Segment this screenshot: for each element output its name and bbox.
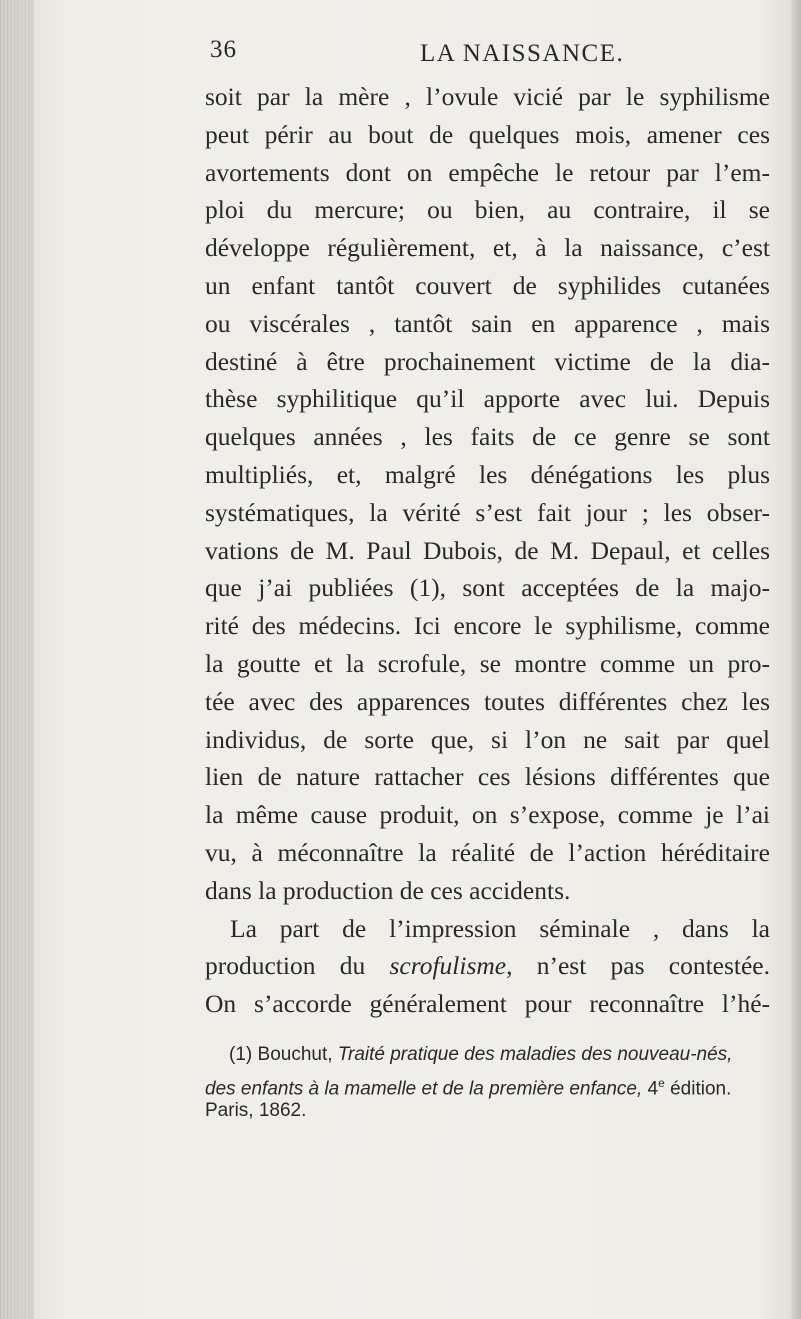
running-head: LA NAISSANCE. <box>420 40 625 67</box>
italic-term: scrofulisme <box>389 951 507 981</box>
text-line: tée avec des apparences toutes différentes chez les <box>205 686 770 716</box>
text-line: la même cause produit, on s’expose, comme je l’ai <box>205 800 770 830</box>
page-number: 36 <box>210 36 237 63</box>
text-line: vu, à méconnaître la réalité de l’action héréditaire <box>205 837 770 867</box>
text-line: que j’ai publiées (1), sont acceptées de la majo- <box>205 573 770 603</box>
text-line: développe régulièrement, et, à la naissance, c’est <box>205 233 770 263</box>
footnote-edition-sup: e <box>658 1076 665 1090</box>
text-line: individus, de sorte que, si l’on ne sait par quel <box>205 724 770 754</box>
text-line: quelques années , les faits de ce genre se sont <box>205 422 770 452</box>
text-line: thèse syphilitique qu’il apporte avec lui. Depuis <box>205 384 770 414</box>
text-line: lien de nature rattacher ces lésions différentes que <box>205 762 770 792</box>
text-line-mixed <box>205 947 770 985</box>
footnote-line <box>205 1041 770 1069</box>
footnote-line: Paris, 1862. <box>205 1100 307 1121</box>
body-text <box>205 78 770 1023</box>
text-line: multipliés, et, malgré les dénégations les plus <box>205 459 770 489</box>
text-line: systématiques, la vérité s’est fait jour ; les obser- <box>205 497 770 527</box>
text-segment: production du <box>205 951 390 981</box>
footnote-title-cont: des enfants à la mamelle et de la première enfance, <box>205 1078 643 1100</box>
footnote-edition-word: édition. <box>670 1078 732 1100</box>
footnote-author: Bouchut, <box>257 1044 333 1065</box>
text-line: vations de M. Paul Dubois, de M. Depaul, et celles <box>205 535 770 565</box>
binding-gutter <box>0 0 34 1319</box>
page-edge <box>791 0 801 1319</box>
footnote-line <box>205 1069 770 1100</box>
text-line: avortements dont on empêche le retour par l’em- <box>205 157 770 187</box>
text-line: soit par la mère , l’ovule vicié par le syphilisme <box>205 82 770 111</box>
footnote <box>205 1041 770 1125</box>
text-line: un enfant tantôt couvert de syphilides cutanées <box>205 270 770 300</box>
footnote-title: Traité pratique des maladies des nouveau-nés, <box>337 1044 733 1065</box>
text-line: La part de l’impression séminale , dans la <box>230 913 770 943</box>
text-line: On s’accorde généralement pour reconnaître l’hé- <box>205 989 770 1019</box>
text-line: destiné à être prochainement victime de la dia- <box>205 346 770 376</box>
text-line: ploi du mercure; ou bien, au contraire, il se <box>205 195 770 225</box>
text-line: peut périr au bout de quelques mois, amener ces <box>205 119 770 149</box>
text-line: dans la production de ces accidents. <box>205 875 571 905</box>
page-header <box>210 36 750 76</box>
footnote-marker: (1) <box>229 1044 253 1065</box>
text-line: la goutte et la scrofule, se montre comme un pro- <box>205 648 770 678</box>
text-line: ou viscérales , tantôt sain en apparence , mais <box>205 308 770 338</box>
footnote-edition: 4 <box>647 1078 659 1100</box>
text-segment: , n’est pas contestée. <box>506 951 770 981</box>
text-line: rité des médecins. Ici encore le syphilisme, comme <box>205 611 770 641</box>
